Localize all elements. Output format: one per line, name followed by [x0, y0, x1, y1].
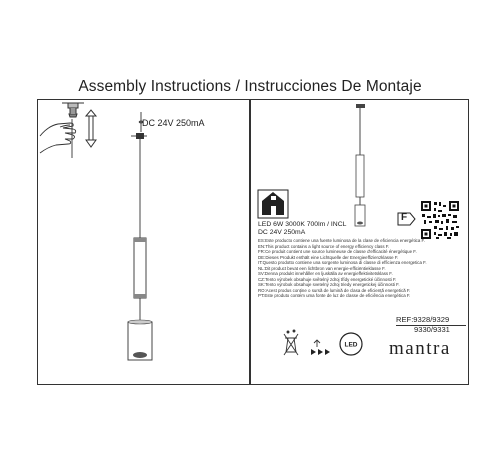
- energy-class-letter: F: [401, 212, 408, 223]
- energy-line-de: DE:Dieses Produkt enthält eine Lichtquelle der Energieeffizienzklasse F.: [258, 254, 399, 260]
- energy-class-label: [396, 212, 414, 226]
- arrow-row: [311, 349, 330, 355]
- qr-code-icon: [420, 200, 460, 240]
- house-fragile-icon: [258, 190, 288, 218]
- energy-line-pt: PT:Este produto contém uma fonte de luz de classe de eficiência energética F.: [258, 293, 411, 298]
- spec-line-2: DC 24V 250mA: [258, 229, 306, 236]
- energy-line-it: IT:Questo prodotto contiene una sorgente luminosa di classe di efficienza energetica F.: [258, 260, 427, 265]
- svg-text:LED: LED: [344, 341, 358, 349]
- led-bulb-icon: [340, 333, 362, 355]
- page-title: Assembly Instructions / Instrucciones De Montaje: [78, 78, 422, 95]
- energy-line-cz: CZ:Tento výrobek obsahuje světelný zdroj třídy energetické účinnosti F.: [258, 276, 397, 282]
- energy-line-fr: FR:Ce produit contient une source lumineuse de classe d'efficacité énergétique F.: [258, 249, 417, 254]
- energy-line-en: EN:This product contains a light source of energy efficiency class F.: [258, 243, 390, 249]
- brand-logo: mantra: [389, 338, 451, 359]
- energy-line-sv: SV:Denna produkt innehåller en ljuskälla av energieffektivitetsklass F.: [258, 271, 393, 276]
- energy-line-es: ES:Este producto contiene una fuente luminosa de la clase de eficiencia energética F.: [258, 238, 425, 243]
- power-label: DC 24V 250mA: [142, 118, 205, 128]
- energy-line-sk: SK:Tento výrobok obsahuje svetelný zdroj triedy energetickej účinnosti F.: [258, 282, 400, 287]
- spec-line-1: LED 6W 3000K 700lm / INCL: [258, 221, 347, 228]
- ref-line-1: REF:9328/9329: [396, 315, 450, 324]
- energy-line-ro: RO:Acest produs conține o sursă de lumină de clasa de eficiență energetică F.: [258, 287, 411, 293]
- ref-line-2: 9330/9331: [414, 325, 450, 334]
- energy-line-nl: NL:Dit product bevat een lichtbron van energie-efficiëntieklasse F.: [258, 265, 386, 271]
